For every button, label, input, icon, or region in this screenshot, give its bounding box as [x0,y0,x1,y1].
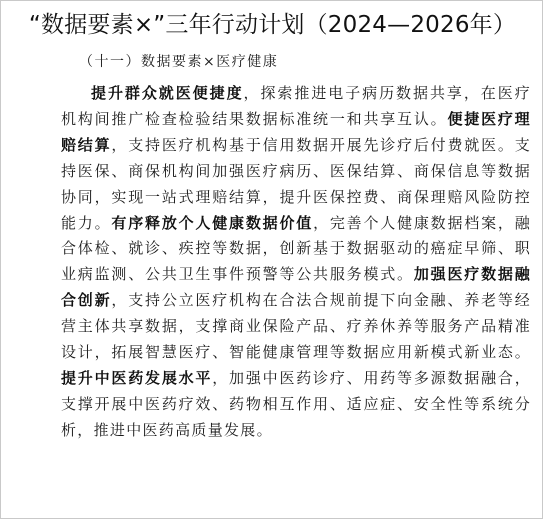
bold-phrase: 便捷医疗理赔结算 [61,109,531,154]
bold-phrase: 有序释放个人健康数据价值 [111,213,314,232]
bold-phrase: 提升群众就医便捷度 [91,84,244,102]
text-run: ，完善个人健康数据档案，融合体检、就诊、疾控等数据，创新基于数据驱动的癌症早筛、职业病监测、公共卫生事件预警等公共服务模式。 [61,213,531,284]
section-heading: （十一）数据要素×医疗健康 [79,54,279,70]
text-run: ，探索推进电子病历数据共享，在医疗机构间推广检查检验结果数据标准统一和共享互认。 [61,84,531,128]
body-text [61,81,531,444]
text-run: ，支持公立医疗机构在合法合规前提下向金融、养老等经营主体共享数据，支撑商业保险产品、疗养休养等服务产品精准设计，拓展智慧医疗、智能健康管理等数据应用新模式新业态。 [61,291,531,362]
text-run: ，支持医疗机构基于信用数据开展先诊疗后付费就医。支持医保、商保机构间加强医疗病历、医保结算、商保信息等数据协同，实现一站式理赔结算，提升医保控费、商保理赔风险防控能力。 [61,135,531,232]
document-title: “数据要素×”三年行动计划（2024—2026年） [28,12,517,38]
paragraph [61,81,531,444]
bold-phrase: 加强医疗数据融合创新 [61,265,531,310]
text-run: ，加强中医药诊疗、用药等多源数据融合，支撑开展中医药疗效、药物相互作用、适应症、安全性等系统分析，推进中医药高质量发展。 [61,368,531,439]
bold-phrase: 提升中医药发展水平 [61,368,213,387]
